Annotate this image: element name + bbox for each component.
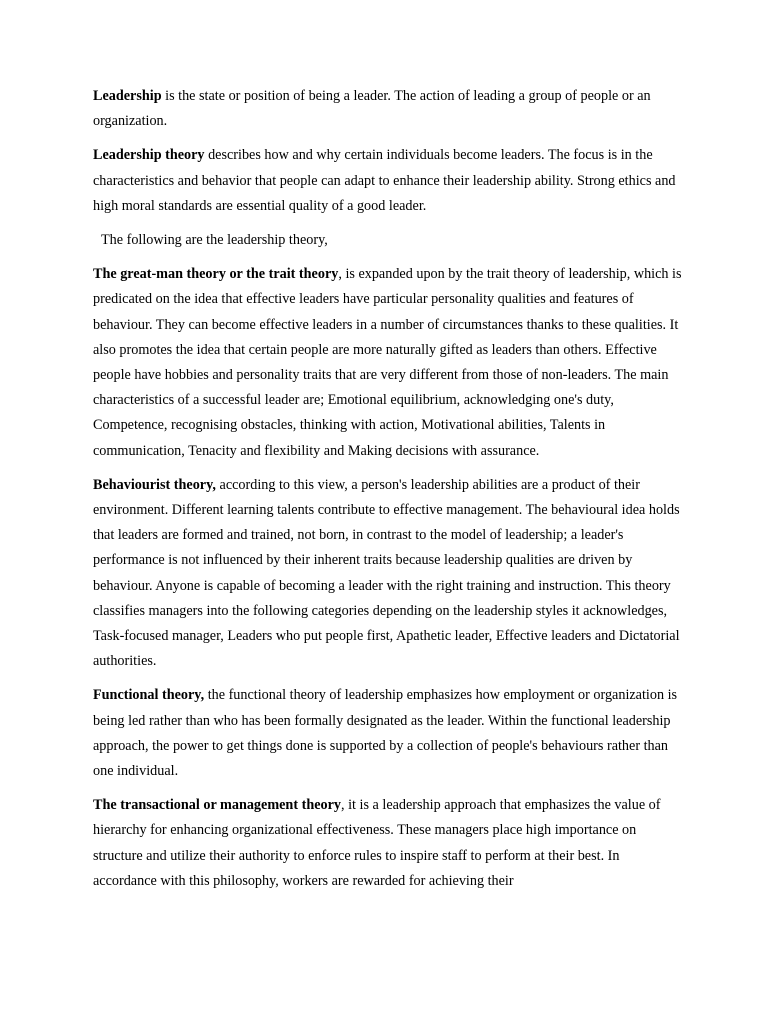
paragraph-text: , is expanded upon by the trait theory of leadership, which is predicated on the idea that effective leaders have particular personality qualities and features of behaviour. They can become effective leaders in a number of circumstances thanks to these qualities. It also promotes the idea that certain people are more naturally gifted as leaders than others. Effective people have hobbies and personality traits that are very different from those of non-leaders. The main characteristics of a successful leader are; Emotional equilibrium, acknowledging one's duty, Competence, recognising obstacles, thinking with action, Motivational abilities, Talents in communication, Tenacity and flexibility and Making decisions with assurance. xyxy=(93,266,682,459)
term-behaviourist-theory: Behaviourist theory, xyxy=(93,476,216,493)
term-leadership-theory: Leadership theory xyxy=(93,147,205,164)
term-leadership: Leadership xyxy=(93,88,162,104)
paragraph-text: , it is a leadership approach that emphasizes the value of hierarchy for enhancing organizational effectiveness. These managers place high importance on structure and utilize their authority to enforce rules to inspire staff to perform at their best. In accordance with this philosophy, workers are rewarded for achieving their xyxy=(93,797,661,889)
paragraph-leadership-theory xyxy=(93,143,683,219)
paragraph-text: according to this view, a person's leadership abilities are a product of their environment. Different learning talents contribute to effective management. The behavioural idea holds that leaders are formed and trained, not born, in contrast to the model of leadership; a leader's performance is not influenced by their inherent traits because leadership qualities are driven by behaviour. Anyone is capable of becoming a leader with the right training and instruction. This theory classifies managers into the following categories depending on the leadership styles it acknowledges, Task-focused manager, Leaders who put people first, Apathetic leader, Effective leaders and Dictatorial authorities. xyxy=(93,476,680,670)
paragraph-functional-theory xyxy=(93,683,683,784)
term-transactional-theory: The transactional or management theory xyxy=(93,797,341,814)
paragraph-intro-list xyxy=(93,228,683,253)
paragraph-text: the functional theory of leadership emphasizes how employment or organization is being led rather than who has been formally designated as the leader. Within the functional leadership approach, the power to get things done is supported by a collection of people's behaviours rather than one individual. xyxy=(93,687,678,780)
document-page xyxy=(93,84,683,903)
term-great-man-theory: The great-man theory or the trait theory xyxy=(93,266,339,283)
paragraph-transactional-theory xyxy=(93,793,683,894)
paragraph-great-man-theory xyxy=(93,262,683,464)
paragraph-text: describes how and why certain individuals become leaders. The focus is in the characteristics and behavior that people can adapt to enhance their leadership ability. Strong ethics and high moral standards are essential quality of a good leader. xyxy=(93,147,676,214)
term-functional-theory: Functional theory, xyxy=(93,687,205,704)
paragraph-text: is the state or position of being a leader. The action of leading a group of people or an organization. xyxy=(93,88,651,130)
paragraph-leadership-definition xyxy=(93,84,683,134)
paragraph-text: The following are the leadership theory, xyxy=(101,232,328,249)
paragraph-behaviourist-theory xyxy=(93,473,683,675)
